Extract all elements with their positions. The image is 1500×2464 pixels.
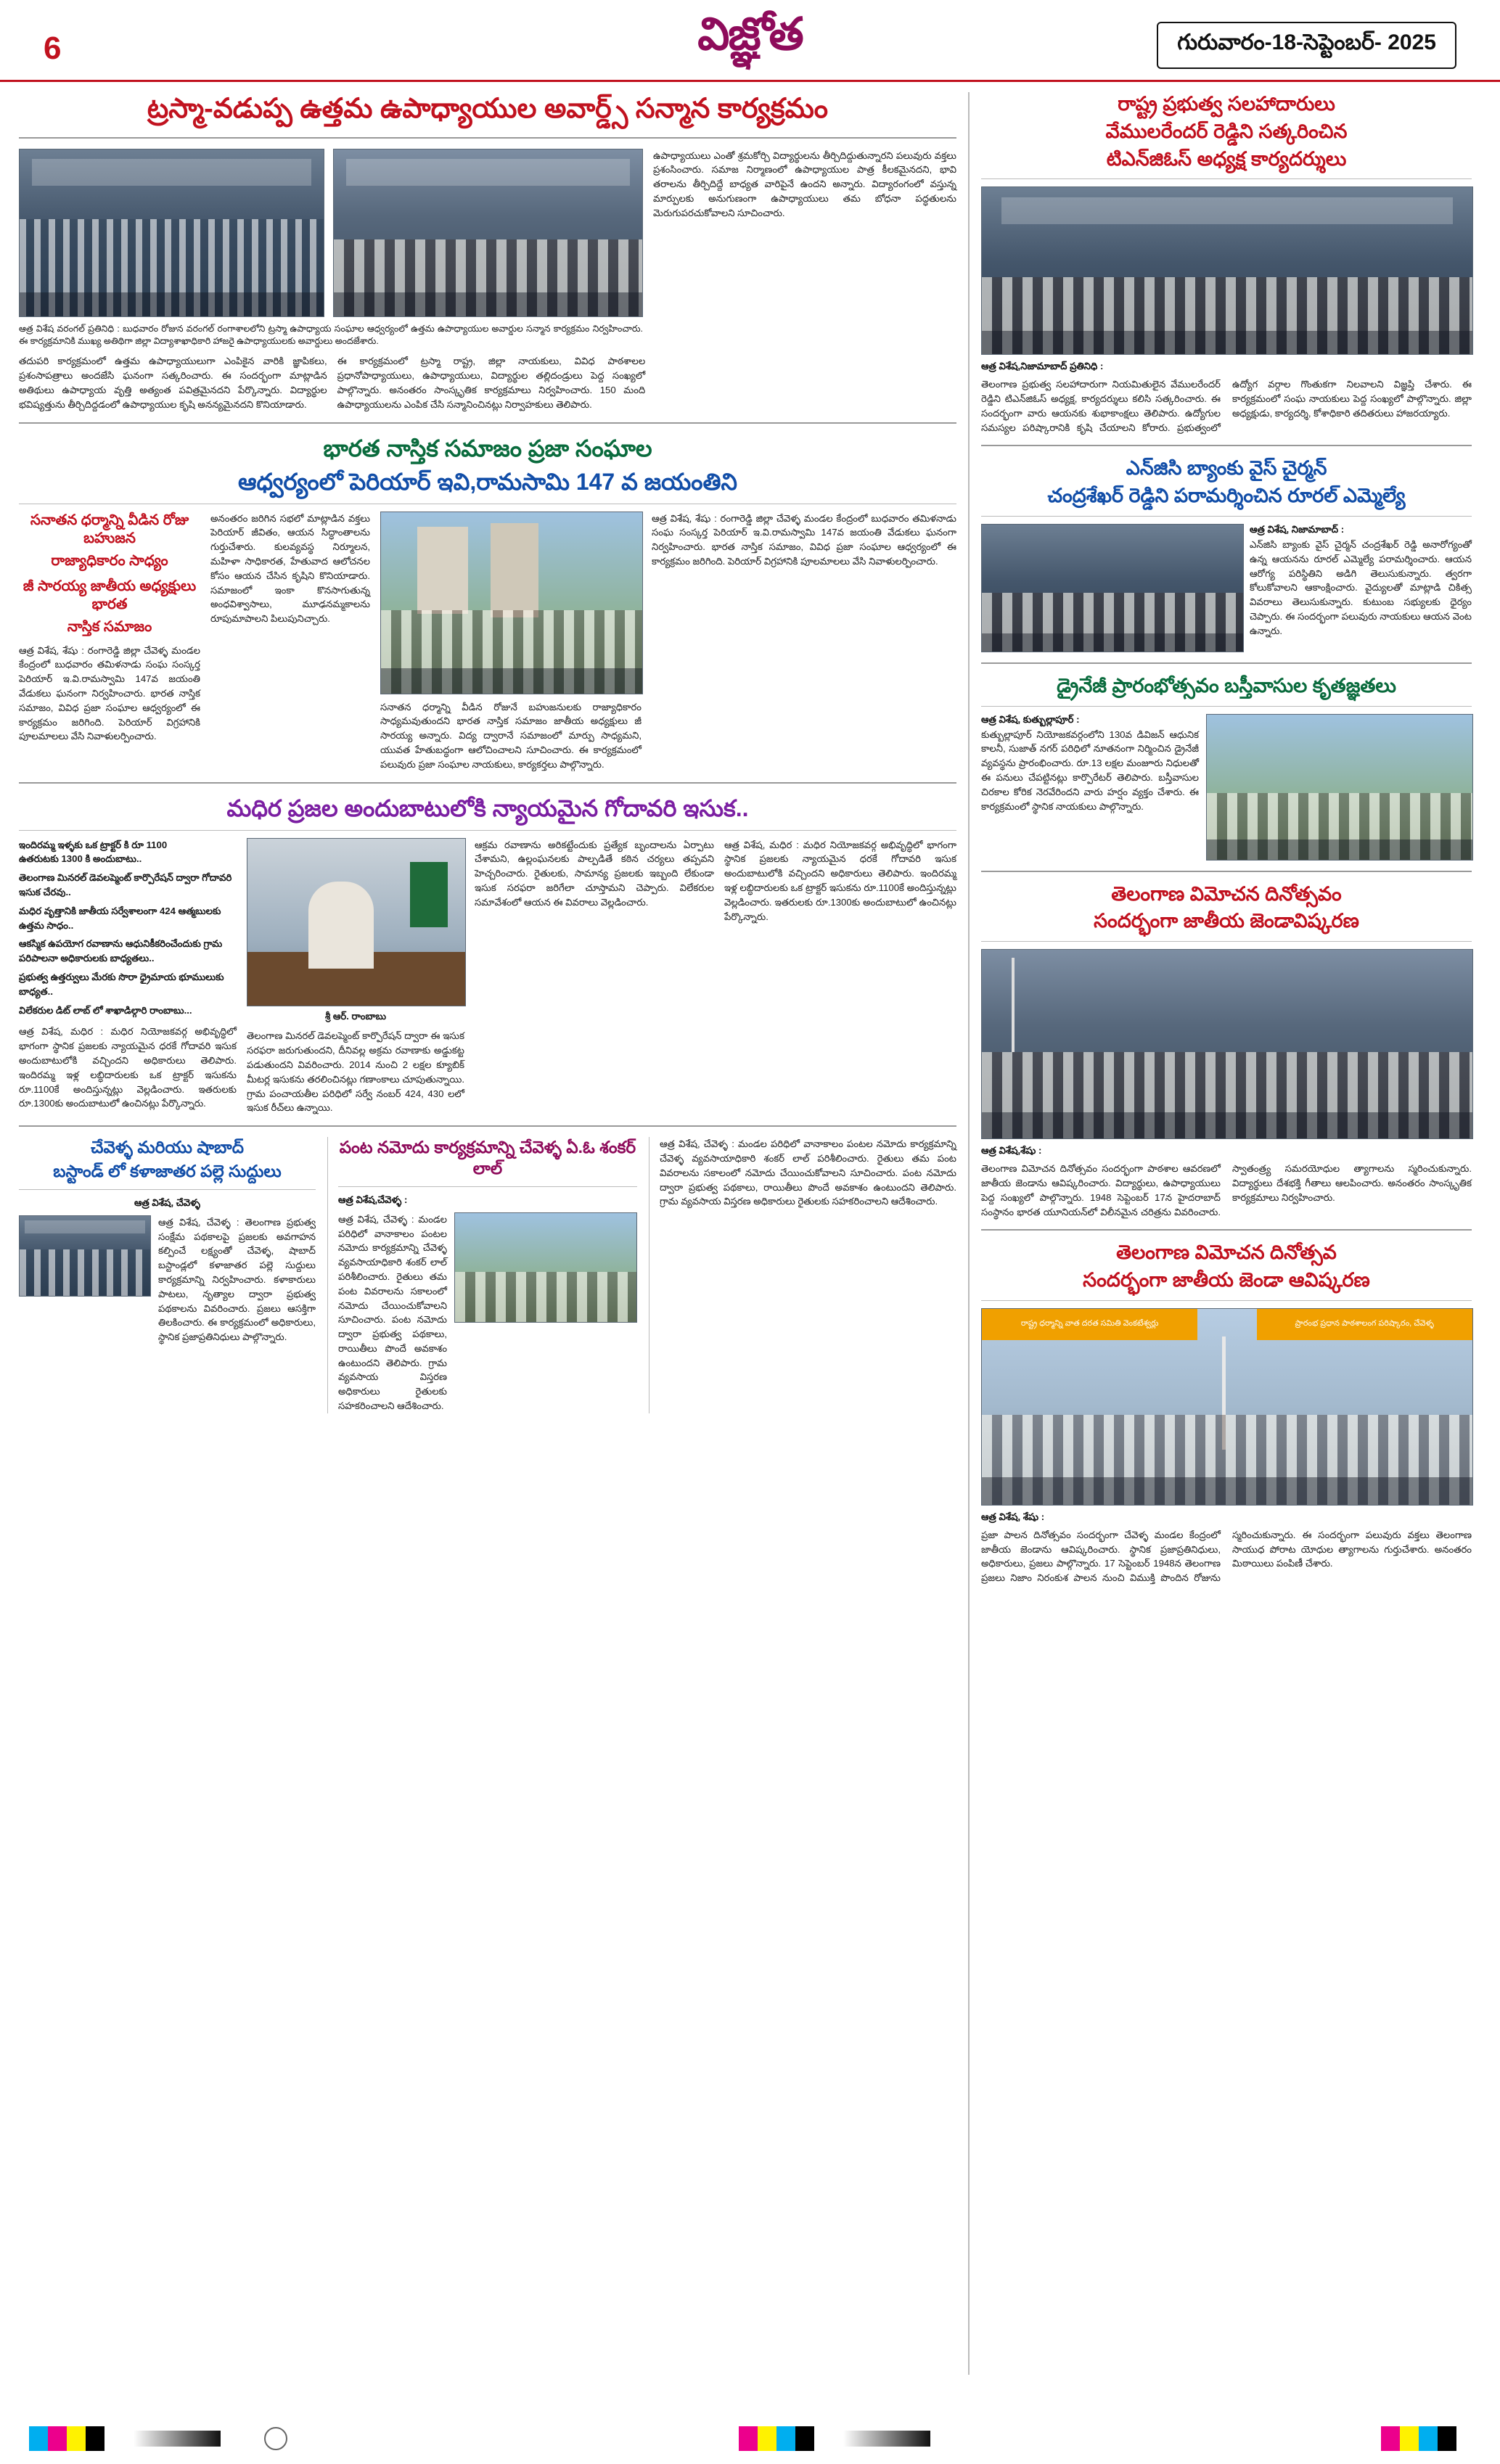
article-body-col4: ఆత్ర విశేష, మధిర : మధిర నియోజకవర్గ అభివృద్ధిలో భాగంగా స్థానిక ప్రజలకు న్యాయమైన ధరకే గోదావరి ఇసుక అందుబాటులోకి వచ్చిందని అధికారులు తెలిపారు. ఇందిరమ్మ ఇళ్ల లబ్ధిదారులకు ఒక ట్రాక్టర్ ఇసుకను రూ.1100కే అందిస్తున్నట్లు వెల్లడించారు. ఇతరులకు రూ.1300కు అందుబాటులో ఉంచినట్లు పేర్కొన్నారు. (724, 839, 956, 922)
kalajatara-photo (19, 1215, 151, 1297)
periyar-jayanti-photo (380, 512, 643, 694)
page-number: 6 (44, 30, 62, 66)
article-byline: ఆత్ర విశేష,చేవెళ్ళ : (338, 1194, 408, 1205)
article-byline: ఆత్ర విశేష,శేషు : (981, 1145, 1042, 1157)
article-body: ఎన్‌జిసి బ్యాంకు వైస్ చైర్మన్ చంద్రశేఖర్ రెడ్డి అనారోగ్యంతో ఉన్న ఆయనను రూరల్ ఎమ్మెల్యే పరామర్శించారు. ఆయన ఆరోగ్య పరిస్థితిని అడిగి తెలుసుకున్నారు. త్వరగా కోలుకోవాలని ఆకాంక్షించారు. వైద్యులతో మాట్లాడి చికిత్స వివరాలు తెలుసుకున్నారు. కుటుంబ సభ్యులకు ధైర్యం చెప్పారు. ఈ సందర్భంగా పలువురు నాయకులు ఆయన వెంట ఉన్నారు. (1250, 538, 1472, 636)
article-flag-hoisting-1 (981, 882, 1472, 1220)
bullet-5: ఆకస్మిక ఉపయోగ రవాణాను ఆధునికీకరించేందుకు గ్రామ పరిపాలనా అధికారులకు బాధ్యతలు.. (19, 938, 223, 964)
article-godavari-sand (19, 794, 956, 1116)
article-drainage (981, 674, 1472, 861)
swatch-magenta (1381, 2426, 1400, 2451)
registration-mark (264, 2427, 287, 2450)
print-registration-bar (0, 2413, 1500, 2464)
article-kalajatara (19, 1137, 316, 1413)
bullet-7: విలేకరుల డిట్ లాబ్ లో శాఖాడిల్గారి రాంబాబు... (19, 1004, 192, 1016)
bullet-3: తెలంగాణ మినరల్ డెవలప్మెంట్ కార్పొరేషన్ ద్వారా గోదావరి ఇసుక చేరవు.. (19, 872, 232, 898)
article-body-col3: సనాతన ధర్మాన్ని వీడిన రోజునే బహుజనులకు రాజ్యాధికారం సాధ్యమవుతుందని భారత నాస్తిక సమాజం జాతీయ అధ్యక్షులు జీ సారయ్య అన్నారు. విద్య ద్వారానే సమాజంలో మార్పు సాధ్యమని, యువత హేతుబద్ధంగా ఆలోచించాలని సూచించారు. ఈ కార్యక్రమంలో పలువురు ప్రజా సంఘాల నాయకులు, కార్యకర్తలు పాల్గొన్నారు. (380, 701, 642, 770)
article-byline: ఆత్ర విశేష, నిజామాబాద్ : (1250, 523, 1345, 535)
banner-right: ప్రారంభ ప్రధాన పాఠశాలంగ పరిష్కారం, చేవెళ్ళ (1257, 1309, 1472, 1340)
article-body-col1: ఆత్ర విశేష, మధిర : మధిర నియోజకవర్గ అభివృద్ధిలో భాగంగా స్థానిక ప్రజలకు న్యాయమైన ధరకే గోదావరి ఇసుక అందుబాటులోకి వచ్చిందని అధికారులు తెలిపారు. ఇందిరమ్మ ఇళ్ల లబ్ధిదారులకు ఒక ట్రాక్టర్ ఇసుకను రూ.1100కే అందిస్తున్నట్లు వెల్లడించారు. ఇతరులకు రూ.1300కు అందుబాటులో ఉంచినట్లు పేర్కొన్నారు. (19, 1026, 237, 1109)
article-body: ఆత్ర విశేష, చేవెళ్ళ : తెలంగాణ ప్రభుత్వ సంక్షేమ పథకాలపై ప్రజలకు అవగాహన కల్పించే లక్ష్యంతో చేవెళ్ళ, షాబాద్ బస్టాండ్లలో కళాజాతర పల్లె సుద్దులు కార్యక్రమాన్ని నిర్వహించారు. కళాకారులు పాటలు, నృత్యాల ద్వారా ప్రభుత్వ పథకాలను వివరించారు. ప్రజలు ఆసక్తిగా తిలకించారు. ఈ కార్యక్రమంలో అధికారులు, స్థానిక ప్రజాప్రతినిధులు పాల్గొన్నారు. (158, 1216, 316, 1343)
article-body-col1: ఆత్ర విశేష, చేవెళ్ళ : మండల పరిధిలో వానాకాలం పంటల నమోదు కార్యక్రమాన్ని చేవెళ్ళ వ్యవసాయాధికారి శంకర్ లాల్ పరిశీలించారు. రైతులు తమ పంట వివరాలను సకాలంలో నమోదు చేయించుకోవాలని సూచించారు. పంట నమోదు ద్వారా ప్రభుత్వ పథకాలు, రాయితీలు పొందే అవకాశం ఉంటుందని తెలిపారు. గ్రామ వ్యవసాయ విస్తరణ అధికారులు రైతులకు సహకరించాలని ఆదేశించారు. (338, 1213, 447, 1412)
group-photo (333, 149, 643, 317)
subhead-2: రాజ్యాధికారం సాధ్యం (51, 552, 168, 569)
swatch-yellow (1400, 2426, 1419, 2451)
swatch-black (86, 2426, 104, 2451)
swatch-yellow (67, 2426, 86, 2451)
swatch-magenta (739, 2426, 758, 2451)
color-swatches-right (1381, 2426, 1456, 2451)
headline-line2: చంద్రశేఖర్ రెడ్డిని పరామర్శించిన రూరల్ ఎమ్మెల్యే (1047, 485, 1406, 507)
article-felicitation (981, 92, 1472, 435)
photo-caption: శ్రీ ఆర్. రాంబాబు (324, 1010, 387, 1022)
newspaper-name: విజ్ఞోత (697, 9, 803, 59)
article-body-col4: ఆత్ర విశేష, శేషు : రంగారెడ్డి జిల్లా చేవెళ్ళ మండల కేంద్రంలో బుధవారం తమిళనాడు సంఘ సంస్కర్త పెరియార్ ఇ.వి.రామస్వామి 147వ జయంతి వేడుకలు ఘనంగా నిర్వహించారు. భారత నాస్తిక సమాజం, వివిధ ప్రజా సంఘాల ఆధ్వర్యంలో ఈ కార్యక్రమం జరిగింది. పెరియార్ విగ్రహానికి పూలమాలలు వేసి నివాళులర్పించారు. (652, 512, 956, 567)
headline-line1: తెలంగాణ విమోచన దినోత్సవం (1111, 882, 1342, 905)
article-body: తెలంగాణ విమోచన దినోత్సవం సందర్భంగా పాఠశాల ఆవరణలో జాతీయ జెండాను ఆవిష్కరించారు. విద్యార్థులు, ఉపాధ్యాయులు పెద్ద సంఖ్యలో పాల్గొన్నారు. 1948 సెప్టెంబర్ 17న హైదరాబాద్ సంస్థానం భారత యూనియన్‌లో విలీనమైన చరిత్రను వివరించారు. స్వాతంత్ర్య సమరయోధుల త్యాగాలను స్మరించుకున్నారు. విద్యార్థులు దేశభక్తి గీతాలు ఆలపించారు. అనంతరం సాంస్కృతిక కార్యక్రమాలు నిర్వహించారు. (981, 1163, 1472, 1217)
article-periyar-jayanti (19, 434, 956, 772)
visit-photo (981, 524, 1244, 652)
article-body-col3: ఈ కార్యక్రమంలో ట్రస్మా రాష్ట్ర, జిల్లా నాయకులు, వివిధ పాఠశాలల ప్రధానోపాధ్యాయులు, ఉపాధ్యాయులు, విద్యార్థుల తల్లిదండ్రులు పెద్ద సంఖ్యలో పాల్గొన్నారు. అనంతరం సాంస్కృతిక కార్యక్రమాలు నిర్వహించారు. 150 మంది ఉపాధ్యాయులను ఎంపిక చేసి సన్మానించినట్లు నిర్వాహకులు తెలిపారు. (337, 356, 646, 410)
article-body-extra: ఆత్ర విశేష, చేవెళ్ళ : మండల పరిధిలో వానాకాలం పంటల నమోదు కార్యక్రమాన్ని చేవెళ్ళ వ్యవసాయాధికారి శంకర్ లాల్ పరిశీలించారు. రైతులు తమ పంట వివరాలను సకాలంలో నమోదు చేయించుకోవాలని సూచించారు. పంట నమోదు ద్వారా ప్రభుత్వ పథకాలు, రాయితీలు పొందే అవకాశం ఉంటుందని తెలిపారు. గ్రామ వ్యవసాయ విస్తరణ అధికారులు రైతులకు సహకరించాలని ఆదేశించారు. (660, 1138, 956, 1207)
article-headline: మధిర ప్రజల అందుబాటులోకి న్యాయమైన గోదావరి ఇసుక.. (226, 794, 749, 821)
swatch-black (1438, 2426, 1456, 2451)
swatch-cyan (29, 2426, 48, 2451)
bullet-4: మధిర వృత్తానికి జాతీయ సర్వేశాలంగా 424 ఆత్మబులకు ఉత్తమ సాధం.. (19, 905, 221, 931)
headline-line1: రాష్ట్ర ప్రభుత్వ సలహాదారులు (1118, 93, 1335, 115)
banner-left: రాష్ట్ర ధర్మాన్ని వాత దరత సమితి వెంకటేశ్వర్లు (982, 1309, 1197, 1340)
article-body-col2: అనంతరం జరిగిన సభలో మాట్లాడిన వక్తలు పెరియార్ జీవితం, ఆయన సిద్ధాంతాలను గుర్తుచేశారు. కులవ్యవస్థ నిర్మూలన, మహిళా సాధికారత, హేతువాద ఆలోచనల కోసం ఆయన చేసిన కృషిని కొనియాడారు. సమాజంలో ఇంకా కొనసాగుతున్న అంధవిశ్వాసాలు, మూఢనమ్మకాలను రూపుమాపాలని పిలుపునిచ్చారు. (210, 512, 370, 625)
felicitation-photo (981, 186, 1473, 355)
crop-survey-photo (454, 1212, 637, 1323)
headline-line2: సందర్భంగా జాతీయ జెండా ఆవిష్కరణ (1083, 1269, 1370, 1291)
bullet-1: ఇందిరమ్మ ఇళ్ళకు ఒక ట్రాక్టర్ కి రూ 1100 (19, 839, 168, 850)
article-headline: పంట నమోదు కార్యక్రమాన్ని చేవెళ్ళ ఏ.ఓ శంకర్ లాల్ (339, 1138, 636, 1178)
article-body-col1: ఉపాధ్యాయులు ఎంతో శ్రమకోర్చి విద్యార్థులను తీర్చిదిద్దుతున్నారని పలువురు వక్తలు ప్రశంసించారు. సమాజ నిర్మాణంలో ఉపాధ్యాయుల పాత్ర కీలకమైనదని, భావి తరాలను తీర్చిదిద్దే బాధ్యత వారిపైనే ఉందని అన్నారు. విద్యారంగంలో వస్తున్న మార్పులకు అనుగుణంగా ఉపాధ్యాయులు తమ బోధనా పద్ధతులను మెరుగుపరచుకోవాలని సూచించారు. (653, 149, 956, 218)
headline-line2: వేముల‌రేంద‌ర్ రెడ్డిని సత్కరించిన (1105, 120, 1348, 142)
article-headline-line1: చేవెళ్ళ మరియు షాబాద్ (91, 1138, 244, 1157)
headline: డ్రైనేజీ ప్రారంభోత్సవం బస్తీవాసుల కృతజ్ఞతలు (1057, 674, 1396, 697)
grey-scale-bar-2 (843, 2431, 930, 2447)
article-headline-line1: భారత నాస్తిక సమాజం ప్రజా సంఘాల (323, 435, 652, 461)
headline-line2: సందర్భంగా జాతీయ జెండావిష్కరణ (1094, 910, 1359, 932)
award-ceremony-photo (19, 149, 324, 317)
article-body-col2: తదుపరి కార్యక్రమంలో ఉత్తమ ఉపాధ్యాయులుగా ఎంపికైన వారికి జ్ఞాపికలు, ప్రశంసాపత్రాలు అందజేసి ఘనంగా సత్కరించారు. ఈ సందర్భంగా మాట్లాడిన అతిథులు ఉపాధ్యాయ వృత్తి అత్యంత పవిత్రమైనదని పేర్కొన్నారు. విద్యార్థుల భవిష్యత్తును తీర్చిదిద్దడంలో ఉపాధ్యాయుల కృషి అనన్యమైనదని కొనియాడారు. (19, 356, 327, 410)
article-headline: ట్రస్మా-వడుప్ప ఉత్తమ ఉపాధ్యాయుల అవార్డ్స్ సన్మాన కార్యక్రమం (147, 94, 829, 124)
article-byline: ఆత్ర విశేష, చేవెళ్ళ (134, 1196, 201, 1208)
article-headline-line2: ఆధ్వర్యంలో పెరియార్ ఇవి,రామసామి 147 వ జయంతిని (237, 468, 737, 495)
officer-desk-photo (247, 838, 466, 1006)
subhead-4: నాస్తిక సమాజం (67, 618, 152, 635)
article-byline: ఆత్ర విశేష,నిజామాబాద్ ప్రతినిధి : (981, 361, 1104, 372)
issue-date: గురువారం-18-సెప్టెంబర్- 2025 (1157, 22, 1456, 69)
headline-line3: టిఎన్‌జిఓస్ అధ్యక్ష కార్యదర్శులు (1106, 147, 1347, 170)
swatch-cyan (776, 2426, 795, 2451)
flag-hoisting-photo (981, 949, 1473, 1139)
subhead-1: సనాతన ధర్మాన్ని వీడిన రోజు బహుజన (30, 512, 189, 546)
article-body-col3: ఆక్రమ రవాణాను అరికట్టేందుకు ప్రత్యేక బృందాలను ఏర్పాటు చేశామని, ఉల్లంఘనలకు పాల్పడితే కఠిన చర్యలు తప్పవని హెచ్చరించారు. రైతులకు, సామాన్య ప్రజలకు ఇబ్బంది లేకుండా ఇసుక సరఫరా జరిగేలా చూస్తామని చెప్పారు. విలేకరుల సమావేశంలో ఆయన ఈ వివరాలు వెల్లడించారు. (475, 839, 714, 908)
article-caption: ఆత్ర విశేష వరంగల్ ప్రతినిధి : బుధవారం రోజున వరంగల్ రంగాశాలలోని ట్రస్మా ఉపాధ్యాయ సంఘాల ఆధ్వర్యంలో ఉత్తమ ఉపాధ్యాయుల అవార్డుల సన్మాన కార్యక్రమం నిర్వహించారు. ఈ కార్యక్రమానికి ముఖ్య అతిథిగా జిల్లా విద్యాశాఖాధికారి హాజరై ఉపాధ్యాయులకు అవార్డులు అందజేశారు. (19, 323, 643, 347)
flag-hoisting-photo-2 (981, 1308, 1473, 1506)
article-body-col2: తెలంగాణ మినరల్ డెవలప్మెంట్ కార్పొరేషన్ ద్వారా ఈ ఇసుక సరఫరా జరుగుతుందని, దీనివల్ల అక్రమ రవాణాకు అడ్డుకట్ట పడుతుందని వివరించారు. 2014 నుంచి 2 లక్షల క్యూబిక్ మీటర్ల ఇసుకను తరలించినట్లు గణాంకాలు చూపుతున్నాయి. గ్రామ పంచాయతీల పరిధిలో సర్వే నంబర్ 424, 430 లలో ఇసుక రీచ్‌లు ఉన్నాయి. (247, 1030, 464, 1114)
color-swatches-left (29, 2426, 104, 2451)
headline-line1: ఎన్‌జిసి బ్యాంకు వైస్ చైర్మన్ (1126, 457, 1327, 480)
masthead (0, 0, 1500, 82)
swatch-yellow (758, 2426, 776, 2451)
article-flag-hoisting-2 (981, 1241, 1472, 1585)
newspaper-logo (631, 9, 870, 71)
swatch-black (795, 2426, 814, 2451)
swatch-cyan (1419, 2426, 1438, 2451)
article-byline: ఆత్ర విశేష, కుత్బుల్లాపూర్ : (981, 713, 1080, 725)
article-body: ప్రజా పాలన దినోత్సవం సందర్భంగా చేవెళ్ళ మండల కేంద్రంలో జాతీయ జెండాను ఆవిష్కరించారు. స్థానిక ప్రజాప్రతినిధులు, అధికారులు, ప్రజలు పాల్గొన్నారు. 17 సెప్టెంబర్ 1948న తెలంగాణ ప్రజలు నిజాం నిరంకుశ పాలన నుంచి విముక్తి పొందిన రోజును స్మరించుకున్నారు. ఈ సందర్భంగా పలువురు వక్తలు తెలంగాణ సాయుధ పోరాట యోధుల త్యాగాలను గుర్తుచేశారు. అనంతరం మిఠాయిలు పంపిణీ చేశారు. (981, 1529, 1472, 1584)
article-crop-survey (327, 1137, 637, 1413)
article-byline: ఆత్ర విశేష, శేషు : (981, 1511, 1045, 1522)
drainage-opening-photo (1206, 714, 1473, 861)
article-headline-line2: బస్టాండ్ లో కళాజాతర పల్లె సుద్దులు (53, 1161, 282, 1180)
article-body: కుత్బుల్లాపూర్ నియోజకవర్గంలోని 130వ డివిజన్ ఆధునిక కాలనీ, సుజాత్ నగర్ పరిధిలో నూతనంగా నిర్మించిన డ్రైనేజీ వ్యవస్థను ప్రారంభించారు. రూ.13 లక్షల మంజూరు నిధులతో ఈ పనులు చేపట్టినట్లు కార్పొరేటర్ తెలిపారు. బస్తీవాసుల చిరకాల కోరిక నెరవేరిందని వారు హర్షం వ్యక్తం చేశారు. ఈ కార్యక్రమంలో స్థానిక నాయకులు పాల్గొన్నారు. (981, 728, 1199, 812)
color-swatches-center (739, 2426, 814, 2451)
article-body: తెలంగాణ ప్రభుత్వ సలహాదారుగా నియమితులైన వేముల‌రేంద‌ర్ రెడ్డిని టిఎన్‌జిఓస్ అధ్యక్ష, కార్యదర్శులు కలిసి సత్కరించారు. ఈ సందర్భంగా వారు ఆయనకు శుభాకాంక్షలు తెలిపారు. ఉద్యోగుల సమస్యల పరిష్కారానికి కృషి చేయాలని కోరారు. ప్రభుత్వంలో ఉద్యోగ వర్గాల గొంతుకగా నిలవాలని విజ్ఞప్తి చేశారు. ఈ కార్యక్రమంలో సంఘ నాయకులు పెద్ద సంఖ్యలో పాల్గొన్నారు. జిల్లా అధ్యక్షుడు, కార్యదర్శి, కోశాధికారి తదితరులు హాజరయ్యారు. (981, 379, 1472, 433)
bullet-6: ప్రభుత్వ ఉత్తర్వులు మేరకు సొరా ధ్రైమాయ భూములుకు బాధ్యత.. (19, 972, 224, 997)
left-column (19, 92, 970, 2375)
article-trsma-awards (19, 92, 956, 412)
subhead-3: జీ సారయ్య జాతీయ అధ్యక్షులు భారత (22, 578, 197, 612)
bullet-2: ఉతరుటకు 1300 కి అందుబాటు.. (19, 853, 142, 865)
headline-line1: తెలంగాణ విమోచన దినోత్సవ (1116, 1241, 1337, 1264)
swatch-magenta (48, 2426, 67, 2451)
grey-scale-bar (134, 2431, 221, 2447)
right-column (970, 92, 1472, 2375)
article-bank-visit (981, 456, 1472, 652)
article-body-col1: ఆత్ర విశేష, శేషు : రంగారెడ్డి జిల్లా చేవెళ్ళ మండల కేంద్రంలో బుధవారం తమిళనాడు సంఘ సంస్కర్త పెరియార్ ఇ.వి.రామస్వామి 147వ జయంతి వేడుకలు ఘనంగా నిర్వహించారు. భారత నాస్తిక సమాజం, వివిధ ప్రజా సంఘాల ఆధ్వర్యంలో ఈ కార్యక్రమం జరిగింది. పెరియార్ విగ్రహానికి పూలమాలలు వేసి నివాళులర్పించారు. (19, 644, 200, 742)
